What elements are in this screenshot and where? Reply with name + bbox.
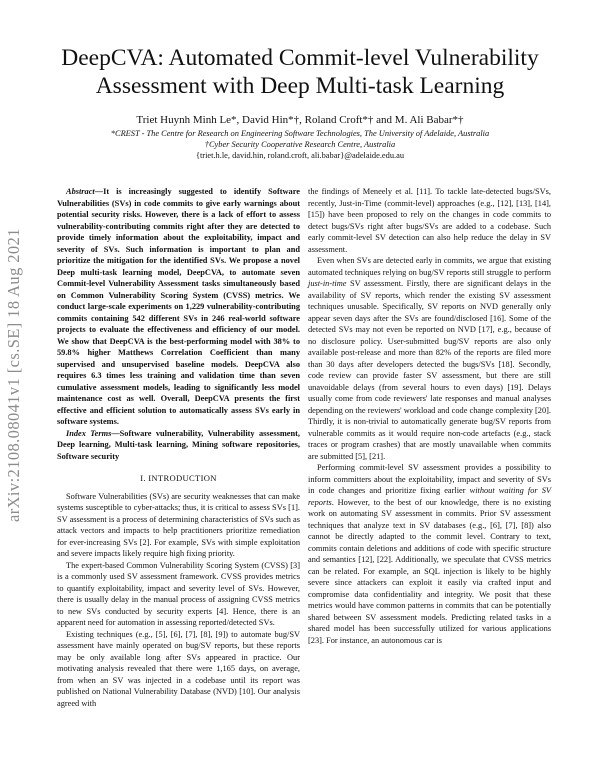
title-line-2: Assessment with Deep Multi-task Learning <box>95 73 505 99</box>
index-terms-label: Index Terms <box>66 428 112 438</box>
left-column <box>57 186 300 709</box>
index-terms <box>57 428 300 463</box>
intro-paragraph-5 <box>308 255 551 462</box>
intro-paragraph-3: Existing techniques (e.g., [5], [6], [7], [8], [9]) to automate bug/SV assessment have mainly operated on bug/SV reports, but these reports may be only available long after SVs appeared in practice. Our motivating analysis revealed that there were 1,165 days, on average, from when an SV was injected in a codebase until its report was published on National Vulnerability Database (NVD) [10]. Our analysis agreed with <box>57 629 300 708</box>
para6-text-b: . However, to the best of our knowledge, there is no existing work on automating SV assessment in commits. Prior SV assessment techniques that analyze text in SV databases (e.g., [6], [7], [8]) also cannot be directly adapted to the commit level. Contrary to text, commits contain deletions and additions of code with specific structure and semantics [12], [22]. Additionally, we speculate that CVSS metrics can be related. For example, an SQL injection is likely to be highly severe since attackers can exploit it easily via crafted input and compromise data confidentiality and integrity. We posit that these metrics would have common patterns in commits that can be potentially shared between SV assessment models. Predicting related tasks in a shared model has been successfully utilized for various applications [23]. For instance, an autonomous car is <box>308 497 551 645</box>
author-emails: {triet.h.le, david.hin, roland.croft, ali.babar}@adelaide.edu.au <box>195 151 405 160</box>
abstract-text: —It is increasingly suggested to identify Software Vulnerabilities (SVs) in code commits to give early warnings about potential security risks. However, there is a lack of effort to assess vulnerability-contributing commits right after they are detected to provide timely information about the exploitability, impact and severity of SVs. Such information is important to plan and prioritize the mitigation for the identified SVs. We propose a novel Deep multi-task learning model, DeepCVA, to automate seven Commit-level Vulnerability Assessment tasks simultaneously based on Common Vulnerability Scoring System (CVSS) metrics. We conduct large-scale experiments on 1,229 vulnerability-contributing commits containing 542 different SVs in 246 real-world software projects to evaluate the effectiveness and efficiency of our model. We show that DeepCVA is the best-performing model with 38% to 59.8% higher Matthews Correlation Coefficient than many supervised and unsupervised baseline models. DeepCVA also requires 6.3 times less training and validation time than seven cumulative assessment models, leading to significantly less model maintenance cost as well. Overall, DeepCVA presents the first effective and efficient solution to automatically assess SVs early in software systems. <box>57 187 300 426</box>
affiliation-crest: *CREST - The Centre for Research on Engineering Software Technologies, The University of Adelaide, Australia <box>110 129 490 138</box>
intro-paragraph-2: The expert-based Common Vulnerability Scoring System (CVSS) [3] is a commonly used SV assessment framework. CVSS provides metrics to quantify exploitability, impact and severity level of SVs. However, there is usually delay in the manual process of assigning CVSS metrics to new SVs conducted by security experts [4]. Hence, there is an apparent need for automation in assessing reported/detected SVs. <box>57 560 300 627</box>
intro-paragraph-1: Software Vulnerabilities (SVs) are security weaknesses that can make systems susceptible to cyber-attacks; thus, it is critical to assess SVs [1]. SV assessment is a process of determining characteristics of SVs such as attack vectors and impacts to help practitioners prioritize remediation for ever-increasing SVs [2]. For example, SVs with simple exploitation and severe impacts likely require high fixing priority. <box>57 491 300 558</box>
author-list: Triet Huynh Minh Le*, David Hin*†, Roland Croft*† and M. Ali Babar*† <box>136 114 464 126</box>
para5-text-b: SV assessment. Firstly, there are significant delays in the availability of SV reports, which render the existing SV assessment techniques unusable. Specifically, SV reports on NVD generally only appear seven days after the SVs are found/disclosed [16]. Some of the detected SVs may not even be reported on NVD [17], e.g., because of no disclosure policy. User-submitted bug/SV reports are also only available post-release and more than 82% of the reports are filed more than 30 days after developers detected the bugs/SVs [18]. Secondly, code review can provide faster SV assessment, but there are still unavoidable delays (from several hours to even days) [19]. Delays usually come from code reviewers' late responses and manual analyses depending on the reviewers' workload and code change complexity [20]. Thirdly, it is non-trivial to automatically generate bug/SV reports from vulnerable commits as it would require non-code artefacts (e.g., stack traces or program crashes) that are mostly unavailable when commits are submitted [5], [21]. <box>308 279 551 461</box>
paper-title <box>40 44 560 100</box>
para6-text-a: Performing commit-level SV assessment provides a possibility to inform committers about the exploitability, impact and severity of SVs in code changes and prioritize fixing earlier <box>308 463 551 495</box>
abstract <box>57 186 300 428</box>
para5-emphasis: just-in-time <box>308 279 347 288</box>
right-column <box>308 186 551 646</box>
para5-text-a: Even when SVs are detected early in commits, we argue that existing automated techniques relying on bug/SV reports still struggle to perform <box>308 256 551 277</box>
section-heading-introduction: I. INTRODUCTION <box>140 473 217 483</box>
intro-paragraph-6 <box>308 462 551 646</box>
arxiv-identifier: arXiv:2108.08041v1 [cs.SE] 18 Aug 2021 <box>4 228 23 522</box>
para6-emphasis: without waiting for SV reports <box>308 486 551 507</box>
index-terms-text: —Software vulnerability, Vulnerability assessment, Deep learning, Multi-task learning, Mining software repositories, Software security <box>57 428 300 461</box>
intro-paragraph-4: the findings of Meneely et al. [11]. To tackle late-detected bugs/SVs, recently, Just-in-Time (commit-level) approaches (e.g., [12], [13], [14], [15]) have been proposed to rely on the changes in code commits to detect bugs/SVs right after bugs/SVs are added to a codebase. Such early commit-level SV detection can also help reduce the delay in SV assessment. <box>308 187 551 254</box>
affiliation-cscrc: †Cyber Security Cooperative Research Centre, Australia <box>204 140 396 149</box>
title-line-1: DeepCVA: Automated Commit-level Vulnerability <box>61 45 539 71</box>
abstract-label: Abstract <box>66 187 95 196</box>
affiliations <box>40 128 560 161</box>
